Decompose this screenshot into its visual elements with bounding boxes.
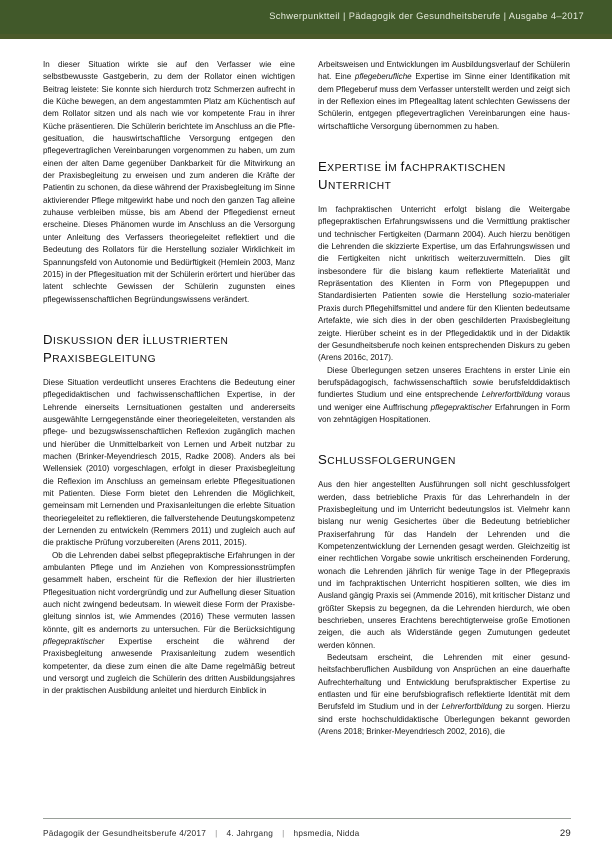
paragraph: Diese Überlegungen setzen unseres Erachtens in erster Linie ein berufspädagogisch, fachwissenschaftlich sowie berufsfelddidaktisch fundiertes Studium und eine entsprechende Lehrerfortbildung voraus und weniger eine Auffrischung pflegepraktischer Erfahrungen in Form von zehntägigen Hospitationen. xyxy=(318,365,570,424)
footer-publisher: hpsmedia, Nidda xyxy=(293,828,360,838)
footer-separator: | xyxy=(282,828,285,838)
paragraph: Ob die Lehrenden dabei selbst pflegepraktische Erfahrungen in der ambulanten Pflege und im Anziehen von Kompressionsstrümpfen gesammelt haben, erscheint für die Reflexion der hier illustrierten Pflegesituation nicht vordergründig und zur Aufhellung dieser Situation auch nicht zwingend bedeutsam. In wieweit diese Form der Praxisbegleitung sinnlos ist, wie Ammendes (2016) These vermuten lassen könnte, gilt es andernorts zu untersuchen. Für die Berücksichtigung pflegepraktischer Expertise erscheint die während der Praxisbegleitung anwesende Praxisanleitung zudem wesentlich kompetenter, da diese zum einen die alte Dame regelmäßig betreut und versorgt und zugleich die Schülerin des dritten Ausbildungsjahres in der praktischen Ausbildung anleitet und hierdurch Einblick in xyxy=(43,550,295,696)
left-column xyxy=(43,59,295,811)
heading-spacer xyxy=(318,133,570,159)
heading-spacer xyxy=(43,306,295,332)
footer-journal: Pädagogik der Gesundheitsberufe 4/2017 xyxy=(43,828,207,838)
page-number: 29 xyxy=(559,827,571,839)
right-column xyxy=(318,59,570,811)
footer-left-group xyxy=(43,828,360,838)
paragraph: In dieser Situation wirkte sie auf den Verfasser wie eine selbstbewusste Gastgeberin, zu dem der Rollator einen wichtigen Beitrag leistete: Sie konnte sich hierdurch trotz Schmerzen aufrecht in die Küche bewegen, an dem angestammten Platz am Küchentisch auf dem Rollator sitzen und als nach wie vor kompetente Frau in ihrer Küche präsentieren. Die Schülerin berichtete im Anschluss an die Pflegesituation, die hauswirtschaftliche Versorgung entgegen den pflegevertraglichen Vereinbarungen vorgenommen zu haben, um zum einen der alten Dame gegenüber Dankbarkeit für die Mitwirkung an der Praxisbegleitung zu erweisen und zum anderen die Kräfte der Patientin zu schonen, da diese während der Praxisbegleitung im Sinne aktivierender Pflege mitgewirkt habe und noch den ganzen Tag alleine zuhause verbleiben müsse, bis am Abend der Pflegedienst erneut erscheine. Dieses Phänomen wurde im Anschluss an die Versorgung unter Anleitung des Verfassers theoriegeleitet reflektiert und die Bedeutung des Rollators für die Herstellung sozialer Wirklichkeit im Spannungsfeld von Autonomie und Bedürftigkeit (Hemlein 2003, Manz 2015) in der Pflegesituation mit der Schülerin erörtert und hierüber das latent schlechte Gewissen der Schülerin zugunsten eines pflegewissenschaftlichen Begründungswissens verändert. xyxy=(43,60,295,304)
running-head-text: Schwerpunktteil | Pädagogik der Gesundheitsberufe | Ausgabe 4–2017 xyxy=(269,11,584,21)
page-footer xyxy=(43,826,571,840)
paragraph: Diese Situation verdeutlicht unseres Erachtens die Bedeutung einer pflegedidaktischen und fachwissenschaftlichen Expertise, in der Lehrende einerseits Lernsituationen gestalten und andererseits ausgewählte Lerngegenstände einer theoriegeleiteten, verstanden als pflege- und bezugswissenschaftlichen Reflexion zugänglich machen und hierüber die Unmittelbarkeit von Lernen und Arbeit nutzbar zu machen (Brinker-Meyendriesch 2015, Radke 2008). Anders als bei Wellensiek (2010) vorgeschlagen, erfolgt in dieser Praxisbegleitung die Reflexion im Anschluss an gemeinsam erlebte Pflegesituationen mit Patienten. Diese Form bietet den Lehrenden die Möglichkeit, gemeinsam mit Lernenden und Praxisanleitungen die erlebte Situation theoriegeleitet zu reflektieren, die fallverstehende Deutungskompetenz der Lernenden zu entwickeln (Remmers 2011) und zugleich auch auf die praktische Prüfung vorzubereiten (Arens 2011, 2015). xyxy=(43,377,295,548)
page-columns xyxy=(43,59,571,811)
heading-spacer xyxy=(43,368,295,377)
section-heading-diskussion: DISKUSSION dER iLLUSTRIERTEN PRAXISBEGLEITUNG xyxy=(43,331,229,365)
heading-spacer xyxy=(318,470,570,479)
heading-spacer xyxy=(318,426,570,452)
paragraph: Im fachpraktischen Unterricht erfolgt bislang die Weitergabe pflegepraktischen Erfahrungswissens und die Vermittlung praktischer und technischer Fertigkeiten (Darmann 2004). Auch hierzu benötigen die Lehrenden die skizzierte Expertise, um das Erfahrungswissen und die Fertigkeiten nicht unkritisch weiterzuvermitteln. Dies gilt insbesondere für die bislang kaum reflektierte Materialität und Repräsentation des Klienten in Form von Pflegepuppen und Standardisierten Patienten sowie die Herstellung sozio-materialer Praxis durch Pflegehilfsmittel und andere für den Klienten bedeutsame Artefakte, wie sich dies in der oben geschilderten Praxisbegleitung zeigte. Hierüber scheint es in der Pflegedidaktik und in der Didaktik der Gesundheitsberufe noch keinen entsprechenden Diskurs zu geben (Arens 2016c, 2017). xyxy=(318,205,570,363)
footer-separator: | xyxy=(215,828,218,838)
paragraph: Bedeutsam erscheint, die Lehrenden mit einer gesundheitsfachberuflichen Ausbildung von Ansprüchen an eine dauerhafte Aufrechterhaltung und Entwicklung berufspraktischer Expertise zu entlasten und für eine berufsbiografisch reflektierte Identität mit dem Berufsfeld im Studium und in der Lehrerfortbildung zu sorgen. Hierzu sind erste hochschuldidaktische Überlegungen bekannt geworden (Arens 2018; Brinker-Meyendriesch 2002, 2016), die xyxy=(318,653,570,737)
running-head-underline xyxy=(0,34,612,39)
section-heading-schlussfolgerungen: SCHLUSSFOLGERUNGEN xyxy=(318,452,456,468)
footer-volume: 4. Jahrgang xyxy=(226,828,274,838)
heading-spacer xyxy=(318,195,570,204)
footer-rule xyxy=(43,818,571,819)
paragraph: Aus den hier angestellten Ausführungen soll nicht geschlussfolgert werden, dass betriebliche Praxis für das Lehrerhandeln in der Praxisbegleitung und im Unterricht bedeutungslos ist. Vielmehr kann bislang nur wenig Gesichertes über die Bedeutung betrieblicher Praxiserfahrung für das Handeln der Lehrenden und die Kompetenzentwicklung der Lernenden gesagt werden. Gleichzeitig ist einer rechtlichen Vorgabe sowie unkritisch erscheinenden Forderung, wonach die Lehrenden jährlich für wenige Tage in der Pflegepraxis und im fachpraktischen Unterricht hospitieren sollten, wie dies im Ausland gängig Praxis sei (Ammende 2016), mit kritischer Distanz und größter Skepsis zu begegnen, da die Lehrenden hierdurch, wie oben beschrieben, unseres Erachtens berechtigterweise große Emotionen zeigen, die auch als Widerstände gegen Zumutungen gedeutet werden können. xyxy=(318,480,570,650)
paragraph: Arbeitsweisen und Entwicklungen im Ausbildungsverlauf der Schülerin hat. Eine pflegeberufliche Expertise im Sinne einer Identifikation mit dem Pflegeberuf muss dem Verfasser unterstellt werden und zeigt sich in der Reflexion eines im Pflegealltag latent schlechten Gewissens der Schülerin, entgegen pflegevertraglichen Vereinbarungen eine hauswirtschaftliche Versorgung übernommen zu haben. xyxy=(318,60,570,131)
section-heading-expertise: EXPERTISE iM fACHPRAKTISCHEN UNTERRICHT xyxy=(318,159,506,193)
